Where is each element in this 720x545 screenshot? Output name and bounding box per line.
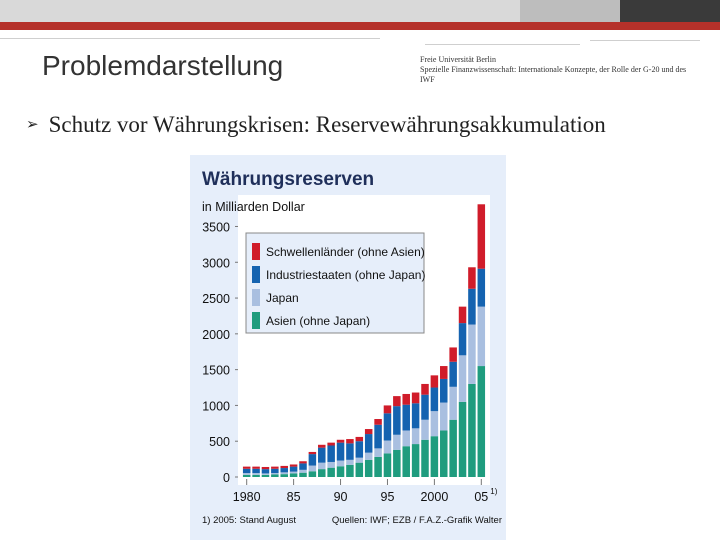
bar-segment: [431, 411, 439, 436]
bar-segment: [412, 428, 420, 444]
bar-segment: [384, 453, 392, 477]
legend-swatch: [252, 243, 260, 260]
bar-segment: [262, 473, 270, 474]
bar-segment: [318, 469, 326, 477]
bar-segment: [459, 402, 467, 477]
bar-segment: [346, 460, 354, 465]
x-tick-label: 90: [333, 490, 348, 504]
bar-segment: [449, 387, 457, 420]
bar-segment: [412, 393, 420, 404]
bar-segment: [431, 436, 439, 477]
bar-segment: [262, 475, 270, 477]
bar-segment: [327, 462, 335, 468]
arrow-bullet-icon: ➢: [26, 117, 39, 133]
divider-mid: [425, 44, 580, 45]
bar-segment: [468, 384, 476, 477]
bar-segment: [309, 466, 317, 472]
bar-segment: [290, 467, 298, 472]
bar-segment: [440, 403, 448, 431]
bar-segment: [337, 461, 345, 467]
bar-segment: [393, 406, 401, 435]
bar-segment: [449, 362, 457, 387]
bar-segment: [478, 307, 486, 366]
bar-segment: [271, 473, 279, 474]
bar-segment: [374, 419, 382, 425]
bar-segment: [468, 289, 476, 325]
bar-segment: [402, 405, 410, 431]
source-line-1: Freie Universität Berlin: [420, 55, 496, 64]
bar-segment: [280, 474, 288, 477]
bar-segment: [346, 465, 354, 477]
bar-segment: [290, 464, 298, 466]
bar-segment: [280, 472, 288, 474]
bar-segment: [243, 469, 251, 473]
chart-credit: Quellen: IWF; EZB / F.A.Z.-Grafik Walter: [331, 515, 502, 526]
bar-segment: [365, 460, 373, 477]
chart-title: Währungsreserven: [202, 169, 375, 190]
bar-segment: [440, 379, 448, 403]
bar-segment: [393, 450, 401, 477]
reserves-chart: [190, 155, 506, 540]
bar-segment: [440, 430, 448, 477]
bar-segment: [299, 470, 307, 473]
bar-segment: [346, 443, 354, 459]
bar-segment: [412, 444, 420, 477]
divider-left: [0, 38, 380, 39]
divider-right: [590, 40, 700, 41]
legend-swatch: [252, 312, 260, 329]
x-tick-footnote-marker: 1): [490, 487, 498, 496]
bar-segment: [449, 347, 457, 361]
chart-panel: [190, 155, 506, 540]
bar-segment: [290, 473, 298, 477]
bar-segment: [402, 446, 410, 477]
legend-swatch: [252, 266, 260, 283]
source-note: [420, 55, 690, 85]
bar-segment: [374, 448, 382, 457]
bar-segment: [271, 474, 279, 477]
x-tick-label: 85: [286, 490, 301, 504]
bar-segment: [384, 405, 392, 413]
bar-segment: [393, 435, 401, 450]
y-tick-label: 1500: [202, 363, 230, 378]
y-tick-label: 2500: [202, 292, 230, 307]
y-tick-label: 2000: [202, 327, 230, 342]
bar-segment: [384, 413, 392, 440]
bar-segment: [309, 452, 317, 454]
bar-segment: [327, 443, 335, 446]
bar-segment: [402, 394, 410, 405]
bar-segment: [365, 429, 373, 434]
bar-segment: [421, 440, 429, 477]
legend-swatch: [252, 289, 260, 306]
bar-segment: [318, 448, 326, 463]
y-tick-label: 500: [209, 435, 230, 450]
bar-segment: [421, 395, 429, 420]
x-tick-label: 1980: [232, 490, 261, 504]
bar-segment: [327, 468, 335, 477]
bar-segment: [243, 467, 251, 469]
bar-segment: [252, 473, 260, 475]
bar-segment: [459, 323, 467, 355]
bar-segment: [393, 396, 401, 406]
bar-segment: [356, 437, 364, 441]
slide-top-bar: [0, 0, 720, 30]
bar-segment: [356, 441, 364, 457]
y-tick-label: 3000: [202, 256, 230, 271]
bar-segment: [337, 466, 345, 477]
top-bar-mid: [520, 0, 630, 22]
bar-segment: [262, 469, 270, 473]
bar-segment: [318, 463, 326, 469]
bar-segment: [356, 458, 364, 463]
bullet-point: [26, 112, 606, 138]
source-line-2: Spezielle Finanzwissenschaft: Internationale Konzepte, der Rolle der G-20 und des IWF: [420, 65, 687, 84]
bar-segment: [449, 420, 457, 477]
bar-segment: [299, 461, 307, 463]
bar-segment: [271, 467, 279, 469]
legend-label: Asien (ohne Japan): [266, 314, 371, 328]
legend-label: Industriestaaten (ohne Japan): [266, 268, 426, 282]
y-tick-label: 0: [223, 471, 230, 485]
bar-segment: [280, 466, 288, 468]
bar-segment: [252, 467, 260, 469]
bar-segment: [318, 445, 326, 448]
bar-segment: [365, 453, 373, 460]
bar-segment: [280, 468, 288, 472]
bar-segment: [478, 269, 486, 307]
bar-segment: [478, 204, 486, 268]
bar-segment: [337, 443, 345, 461]
bar-segment: [431, 375, 439, 387]
bar-segment: [459, 307, 467, 323]
bar-segment: [440, 366, 448, 379]
y-tick-label: 3500: [202, 220, 230, 235]
top-bar-dark: [620, 0, 720, 22]
bar-segment: [299, 473, 307, 477]
bar-segment: [468, 267, 476, 288]
bar-segment: [309, 471, 317, 477]
bar-segment: [478, 366, 486, 477]
x-tick-label: 05: [474, 490, 489, 504]
legend-label: Japan: [266, 291, 299, 305]
bar-segment: [421, 420, 429, 440]
bullet-text: Schutz vor Währungskrisen: Reservewährungsakkumulation: [48, 112, 606, 137]
bar-segment: [365, 434, 373, 453]
bar-segment: [468, 325, 476, 384]
bar-segment: [412, 403, 420, 428]
bar-segment: [262, 467, 270, 469]
bar-segment: [356, 463, 364, 477]
y-tick-label: 1000: [202, 399, 230, 414]
bar-segment: [243, 475, 251, 477]
x-tick-label: 95: [380, 490, 395, 504]
bar-segment: [337, 440, 345, 443]
chart-footnote: 1) 2005: Stand August: [202, 515, 297, 526]
legend-label: Schwellenländer (ohne Asien): [266, 245, 425, 259]
bar-segment: [290, 472, 298, 474]
bar-segment: [309, 454, 317, 465]
bar-segment: [299, 463, 307, 469]
bar-segment: [374, 425, 382, 449]
bar-segment: [327, 446, 335, 462]
bar-segment: [252, 475, 260, 477]
x-tick-label: 2000: [420, 490, 449, 504]
bar-segment: [346, 439, 354, 443]
bar-segment: [421, 384, 429, 395]
bar-segment: [271, 469, 279, 473]
bar-segment: [384, 440, 392, 453]
y-axis-label: in Milliarden Dollar: [202, 200, 305, 214]
bar-segment: [431, 388, 439, 412]
page-title: Problemdarstellung: [42, 50, 284, 81]
top-bar-red: [0, 22, 720, 30]
bar-segment: [252, 469, 260, 473]
bar-segment: [243, 473, 251, 475]
bar-segment: [374, 457, 382, 477]
bar-segment: [459, 355, 467, 402]
bar-segment: [402, 430, 410, 446]
